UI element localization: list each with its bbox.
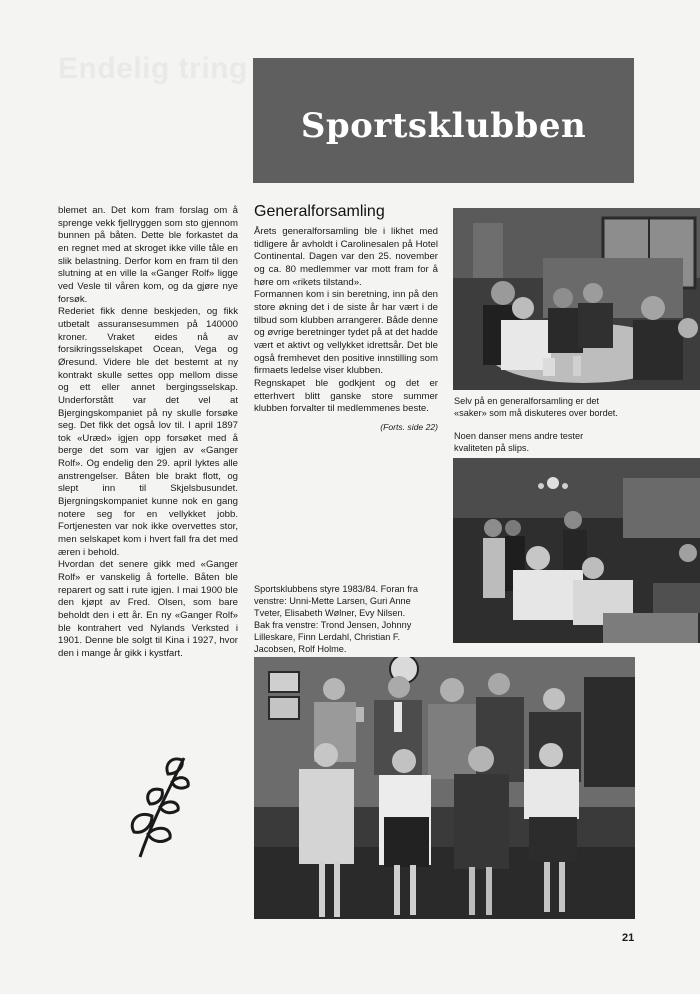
photo-meeting	[453, 208, 700, 390]
photo-dance	[453, 458, 700, 643]
caption-line: «saker» som må diskuteres over bordet.	[454, 408, 618, 418]
generalforsamling-column	[254, 203, 438, 432]
caption-board	[254, 583, 454, 655]
section-heading: Generalforsamling	[254, 203, 385, 220]
caption-line: Lilleskare, Finn Lerdahl, Christian F.	[254, 632, 401, 642]
caption-line: kvaliteten på slips.	[454, 443, 530, 453]
left-article-column	[58, 205, 238, 661]
continued-note: (Forts. side 22)	[380, 421, 438, 432]
section-body	[254, 226, 438, 416]
caption-line: Tveter, Elisabeth Wølner, Evy Nilsen.	[254, 608, 406, 618]
paragraph: Årets generalforsamling ble i likhet med tidligere år avholdt i Carolinesalen på Hotel Continental. Dagen var den 25. november og ca. 80 medlemmer var mott fram for å høre om «rikets tilstand».	[254, 226, 438, 288]
caption-meeting	[454, 395, 700, 419]
caption-line: venstre: Unni-Mette Larsen, Guri Anne	[254, 596, 411, 606]
paragraph: Regnskapet ble godkjent og det er etterhvert blitt ganske store summer klubben forvalter til medlemmenes beste.	[254, 377, 438, 415]
caption-line: Bak fra venstre: Trond Jensen, Johnny	[254, 620, 412, 630]
caption-line: Noen danser mens andre tester	[454, 431, 584, 441]
paragraph: blemet an. Det kom fram forslag om å sprenge vekk fjellryggen som sto gjennom bunnen på båten. Dette ble forkastet da en regnet med at skroget ikke ville tåle en slik belastning. Derfor kom en fram til den slutning at en ville la «Ganger Rolf» ligge ved Vesle til våren kom, og da gjøre nye forsøk.	[58, 205, 238, 305]
leaf-sprig-icon	[110, 752, 190, 867]
paragraph: Formannen kom i sin beretning, inn på den store økning det i de siste år har vært i de tilbud som klubben arrangerer. Både denne og øvrige beretninger tydet på at det hadde vært et aktivt og vellykket idrettsår. Det ble også fremhevet den positive innstilling som firmaets ledelse viser klubben.	[254, 289, 439, 377]
caption-line: Jacobsen, Rolf Holme.	[254, 644, 347, 654]
caption-line: Sportsklubbens styre 1983/84. Foran fra	[254, 584, 418, 594]
banner-title: Sportsklubben	[300, 105, 587, 146]
page-number: 21	[622, 932, 635, 944]
paragraph: Hvordan det senere gikk med «Ganger Rolf» er vanskelig å fortelle. Båten ble reparert og satt i rute igjen. I mai 1900 ble den kjøpt av Fred. Olsen, som bare beholdt den i ett år. En ny «Ganger Rolf» ble kontrahert ved Nylands Verksted i 1901. Denne ble solgt til Kina i 1927, hvor den i mange år gikk i kystfart.	[58, 559, 238, 659]
paragraph: Rederiet fikk denne beskjeden, og fikk utbetalt assuransesummen på 140000 kroner. Vraket eides nå av forsikringsselskapet Ocean, Vega og Øresund. Videre ble det bestemt at ny kontrakt skulle settes opp mellom disse og ett eller annet bergingsselskap. Underforstått var det vel at Bjergingskompaniet på ny skulle forsøke seg. Det fikk det også lov til. I april 1897 tok «Uræd» igjen opp forsøket med å berge det som var igjen av «Ganger Rolf». Og endelig den 29. april lyktes alle anstrengelser. Båten ble brakt flott, og slept inn til Skjelsbusundet. Bjergningskompaniet kunne nok en gang notere seg for en vellykket jobb. Fortjenesten var nok ikke overvettes stor, men selskapet kom i hvert fall fra det med æren i behold.	[58, 306, 238, 558]
caption-dance	[454, 430, 700, 454]
caption-line: Selv på en generalforsamling er det	[454, 396, 600, 406]
photo-board	[254, 657, 635, 919]
title-banner	[253, 58, 634, 183]
faded-heading: Endelig tring	[58, 52, 248, 85]
